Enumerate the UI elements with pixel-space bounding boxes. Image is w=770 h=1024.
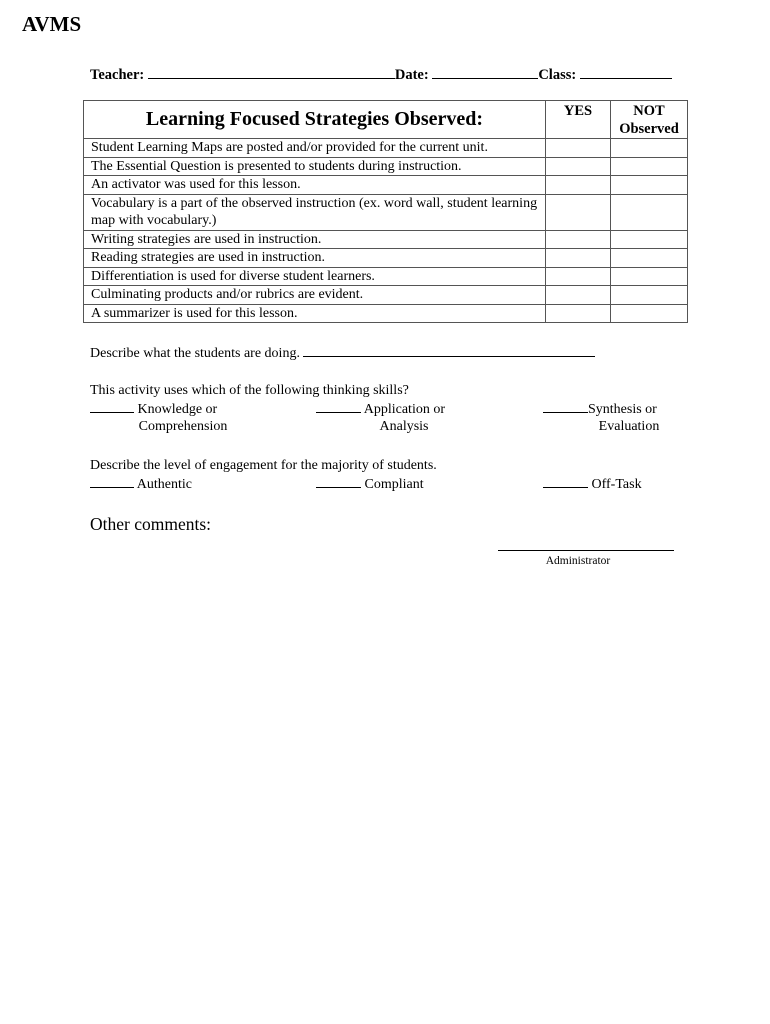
administrator-label: Administrator <box>545 555 611 567</box>
yes-checkbox-cell[interactable] <box>546 194 611 230</box>
analysis-label: Analysis <box>379 419 429 434</box>
not-observed-checkbox-cell[interactable] <box>611 176 688 195</box>
table-row <box>84 249 688 268</box>
table-row <box>84 267 688 286</box>
yes-checkbox-cell[interactable] <box>546 157 611 176</box>
not-observed-checkbox-cell[interactable] <box>611 267 688 286</box>
synthesis-label: Synthesis or <box>588 402 657 417</box>
knowledge-option <box>90 400 217 419</box>
synthesis-option <box>543 400 657 419</box>
not-observed-checkbox-cell[interactable] <box>611 139 688 158</box>
not-observed-checkbox-cell[interactable] <box>611 286 688 305</box>
table-row <box>84 157 688 176</box>
table-header-row <box>84 101 688 139</box>
teacher-label: Teacher: <box>90 67 145 83</box>
table-row <box>84 286 688 305</box>
not-observed-checkbox-cell[interactable] <box>611 194 688 230</box>
strategy-item: Reading strategies are used in instruction. <box>84 249 546 268</box>
compliant-option <box>316 475 424 494</box>
table-row <box>84 139 688 158</box>
strategy-item: Culminating products and/or rubrics are evident. <box>84 286 546 305</box>
describe-question <box>90 344 595 363</box>
application-option <box>316 400 445 419</box>
table-row <box>84 176 688 195</box>
date-label: Date: <box>394 67 429 83</box>
off-task-option <box>543 475 642 494</box>
yes-checkbox-cell[interactable] <box>546 304 611 323</box>
strategy-item: The Essential Question is presented to students during instruction. <box>84 157 546 176</box>
not-observed-checkbox-cell[interactable] <box>611 157 688 176</box>
administrator-signature-line[interactable] <box>498 550 674 551</box>
not-observed-checkbox-cell[interactable] <box>611 304 688 323</box>
yes-checkbox-cell[interactable] <box>546 267 611 286</box>
date-field[interactable] <box>432 65 538 79</box>
compliant-blank[interactable] <box>316 475 361 488</box>
not-observed-checkbox-cell[interactable] <box>611 230 688 249</box>
authentic-blank[interactable] <box>90 475 134 488</box>
authentic-option <box>90 475 192 494</box>
evaluation-label: Evaluation <box>598 419 660 434</box>
strategy-item: An activator was used for this lesson. <box>84 176 546 195</box>
strategy-item: A summarizer is used for this lesson. <box>84 304 546 323</box>
header-fields <box>90 65 672 84</box>
strategies-table <box>83 100 688 323</box>
not-observed-line1: NOT <box>633 103 665 119</box>
synthesis-blank[interactable] <box>543 400 588 413</box>
authentic-label: Authentic <box>136 477 192 492</box>
knowledge-label: Knowledge or <box>137 402 218 417</box>
knowledge-blank[interactable] <box>90 400 134 413</box>
yes-checkbox-cell[interactable] <box>546 139 611 158</box>
table-row <box>84 304 688 323</box>
not-observed-checkbox-cell[interactable] <box>611 249 688 268</box>
table-row <box>84 194 688 230</box>
yes-checkbox-cell[interactable] <box>546 286 611 305</box>
compliant-label: Compliant <box>364 477 424 492</box>
describe-prompt: Describe what the students are doing. <box>90 346 300 361</box>
school-name: AVMS <box>22 12 82 36</box>
class-label: Class: <box>538 67 577 83</box>
off-task-label: Off-Task <box>591 477 642 492</box>
not-observed-line2: Observed <box>619 121 679 137</box>
comprehension-label: Comprehension <box>138 419 228 434</box>
yes-checkbox-cell[interactable] <box>546 176 611 195</box>
thinking-skills-prompt: This activity uses which of the following thinking skills? <box>90 383 409 398</box>
strategy-item: Differentiation is used for diverse student learners. <box>84 267 546 286</box>
yes-checkbox-cell[interactable] <box>546 230 611 249</box>
describe-answer-field[interactable] <box>303 344 595 357</box>
strategy-item: Student Learning Maps are posted and/or provided for the current unit. <box>84 139 546 158</box>
table-row <box>84 230 688 249</box>
strategy-item: Writing strategies are used in instruction. <box>84 230 546 249</box>
teacher-field[interactable] <box>148 65 395 79</box>
off-task-blank[interactable] <box>543 475 588 488</box>
yes-column-header: YES <box>546 101 611 139</box>
other-comments-label: Other comments: <box>90 514 212 534</box>
application-label: Application or <box>363 402 445 417</box>
not-observed-column-header <box>611 101 688 139</box>
yes-checkbox-cell[interactable] <box>546 249 611 268</box>
application-blank[interactable] <box>316 400 361 413</box>
table-title: Learning Focused Strategies Observed: <box>84 101 546 139</box>
class-field[interactable] <box>580 65 672 79</box>
engagement-prompt: Describe the level of engagement for the majority of students. <box>90 458 437 473</box>
strategy-item: Vocabulary is a part of the observed instruction (ex. word wall, student learning map with vocabulary.) <box>84 194 546 230</box>
